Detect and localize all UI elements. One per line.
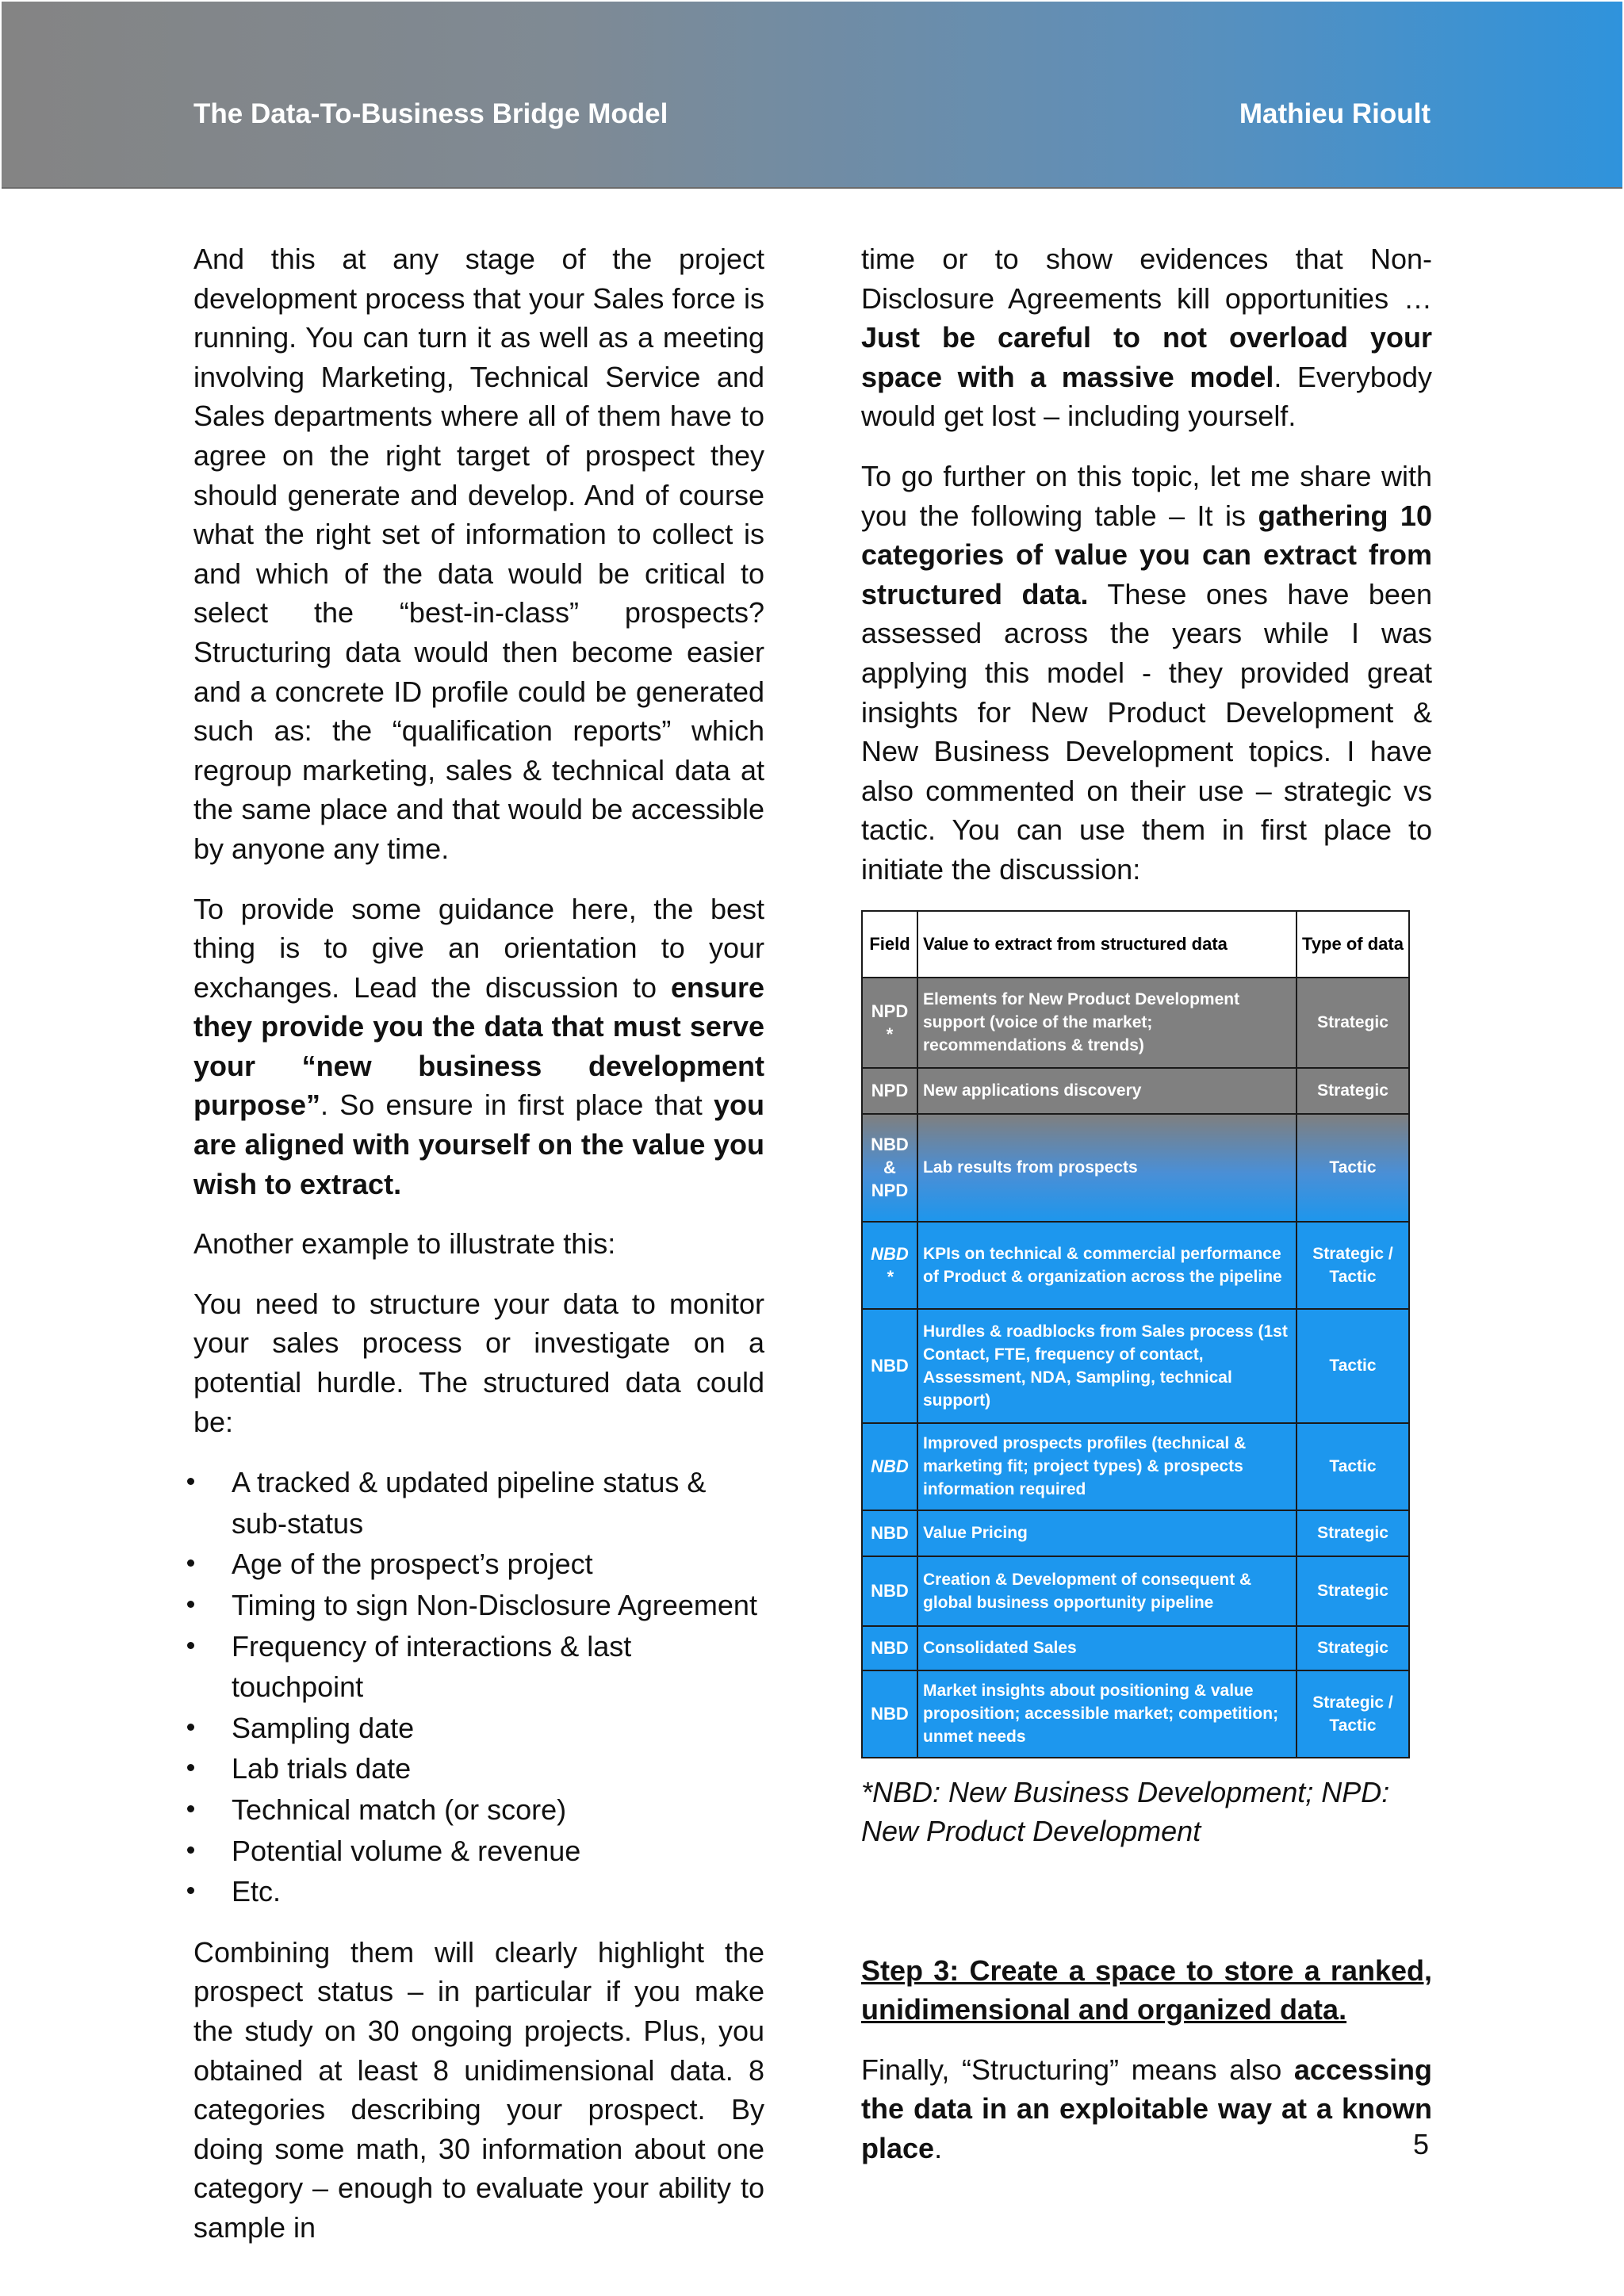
- value-cell: New applications discovery: [917, 1068, 1297, 1114]
- column-header: Value to extract from structured data: [917, 911, 1297, 978]
- table-row: [862, 1556, 1409, 1626]
- list-item: Age of the prospect’s project: [232, 1544, 764, 1585]
- value-cell: Value Pricing: [917, 1510, 1297, 1556]
- paragraph: Another example to illustrate this:: [193, 1227, 616, 1261]
- field-cell: NBD *: [862, 1222, 917, 1309]
- paragraph: Finally, “Structuring” means also accessing the data in an exploitable way at a known place.: [861, 2053, 1432, 2165]
- type-cell: Strategic: [1297, 1556, 1409, 1626]
- list-item: Timing to sign Non-Disclosure Agreement: [232, 1585, 764, 1626]
- page-number: 5: [1413, 2128, 1430, 2160]
- table-row: [862, 1670, 1409, 1758]
- paragraph: And this at any stage of the project development process that your Sales force is running. You can turn it as well as a meeting involving Marketing, Technical Service and Sales departments where all of them have to agree on the right target of prospect they should generate and develop. And of course what the right set of information to collect is and which of the data would be critical to select the “best-in-class” prospects? Structuring data would then become easier and a concrete ID profile could be generated such as: the “qualification reports” which regroup marketing, sales & technical data at the same place and that would be accessible by anyone any time.: [193, 243, 764, 865]
- left-column: [193, 239, 764, 2268]
- column-header: Type of data: [1297, 911, 1409, 978]
- type-cell: Tactic: [1297, 1309, 1409, 1423]
- paragraph: You need to structure your data to monitor your sales process or investigate on a potential hurdle. The structured data could be:: [193, 1287, 764, 1438]
- field-cell: NBD: [862, 1626, 917, 1670]
- value-categories-table: [861, 910, 1410, 1758]
- value-cell: Creation & Development of consequent & global business opportunity pipeline: [917, 1556, 1297, 1626]
- table-row: [862, 1309, 1409, 1423]
- column-header: Field: [862, 911, 917, 978]
- field-cell: NPD: [862, 1068, 917, 1114]
- table-row: [862, 978, 1409, 1068]
- type-cell: Tactic: [1297, 1114, 1409, 1222]
- page-header: [2, 2, 1622, 189]
- type-cell: Strategic: [1297, 1626, 1409, 1670]
- field-cell: NBD: [862, 1670, 917, 1758]
- table-row: [862, 1222, 1409, 1309]
- list-item: Sampling date: [232, 1708, 764, 1749]
- type-cell: Strategic: [1297, 1068, 1409, 1114]
- type-cell: Tactic: [1297, 1423, 1409, 1510]
- list-item: Etc.: [232, 1871, 764, 1912]
- list-item: Potential volume & revenue: [232, 1831, 764, 1872]
- table-header-row: [862, 911, 1409, 978]
- author-name: Mathieu Rioult: [1239, 98, 1431, 129]
- field-cell: NBD & NPD: [862, 1114, 917, 1222]
- bullet-list: [193, 1462, 764, 1912]
- value-cell: Hurdles & roadblocks from Sales process (1st Contact, FTE, frequency of contact, Assessment, NDA, Sampling, technical support): [917, 1309, 1297, 1423]
- value-cell: Improved prospects profiles (technical & marketing fit; project types) & prospects information required: [917, 1423, 1297, 1510]
- table-row: [862, 1114, 1409, 1222]
- list-item: A tracked & updated pipeline status & sub-status: [232, 1462, 764, 1544]
- paragraph: time or to show evidences that Non-Disclosure Agreements kill opportunities … Just be careful to not overload your space with a massive model. Everybody would get lost – including yourself.: [861, 243, 1432, 433]
- right-column: [861, 239, 1432, 2189]
- list-item: Frequency of interactions & last touchpoint: [232, 1626, 764, 1708]
- type-cell: Strategic / Tactic: [1297, 1222, 1409, 1309]
- field-cell: NBD: [862, 1423, 917, 1510]
- table-row: [862, 1626, 1409, 1670]
- table-footnote: *NBD: New Business Development; NPD: New Product Development: [861, 1775, 1390, 1848]
- field-cell: NPD *: [862, 978, 917, 1068]
- table-row: [862, 1510, 1409, 1556]
- table-row: [862, 1068, 1409, 1114]
- value-cell: Elements for New Product Development support (voice of the market; recommendations & trends): [917, 978, 1297, 1068]
- paragraph: To provide some guidance here, the best thing is to give an orientation to your exchanges. Lead the discussion to ensure they provide you the data that must serve your “new business development purpose”. So ensure in first place that you are aligned with yourself on the value you wish to extract.: [193, 892, 764, 1200]
- paragraph: To go further on this topic, let me share with you the following table – It is gathering 10 categories of value you can extract from structured data. These ones have been assessed across the years while I was applying this model - they provided great insights for New Product Development & New Business Development topics. I have also commented on their use – strategic vs tactic. You can use them in first place to initiate the discussion:: [861, 459, 1432, 886]
- field-cell: NBD: [862, 1556, 917, 1626]
- value-cell: Market insights about positioning & value proposition; accessible market; competition; unmet needs: [917, 1670, 1297, 1758]
- document-title: The Data-To-Business Bridge Model: [193, 98, 668, 129]
- paragraph: Combining them will clearly highlight the prospect status – in particular if you make the study on 30 ongoing projects. Plus, you obtained at least 8 unidimensional data. 8 categories describing your prospect. By doing some math, 30 information about one category – enough to evaluate your ability to sample in: [193, 1935, 764, 2244]
- type-cell: Strategic: [1297, 978, 1409, 1068]
- list-item: Lab trials date: [232, 1748, 764, 1789]
- section-heading-step3: Step 3: Create a space to store a ranked, unidimensional and organized data.: [861, 1954, 1432, 2026]
- value-cell: KPIs on technical & commercial performance of Product & organization across the pipeline: [917, 1222, 1297, 1309]
- value-cell: Consolidated Sales: [917, 1626, 1297, 1670]
- type-cell: Strategic: [1297, 1510, 1409, 1556]
- value-cell: Lab results from prospects: [917, 1114, 1297, 1222]
- type-cell: Strategic / Tactic: [1297, 1670, 1409, 1758]
- list-item: Technical match (or score): [232, 1789, 764, 1831]
- field-cell: NBD: [862, 1510, 917, 1556]
- field-cell: NBD: [862, 1309, 917, 1423]
- table-row: [862, 1423, 1409, 1510]
